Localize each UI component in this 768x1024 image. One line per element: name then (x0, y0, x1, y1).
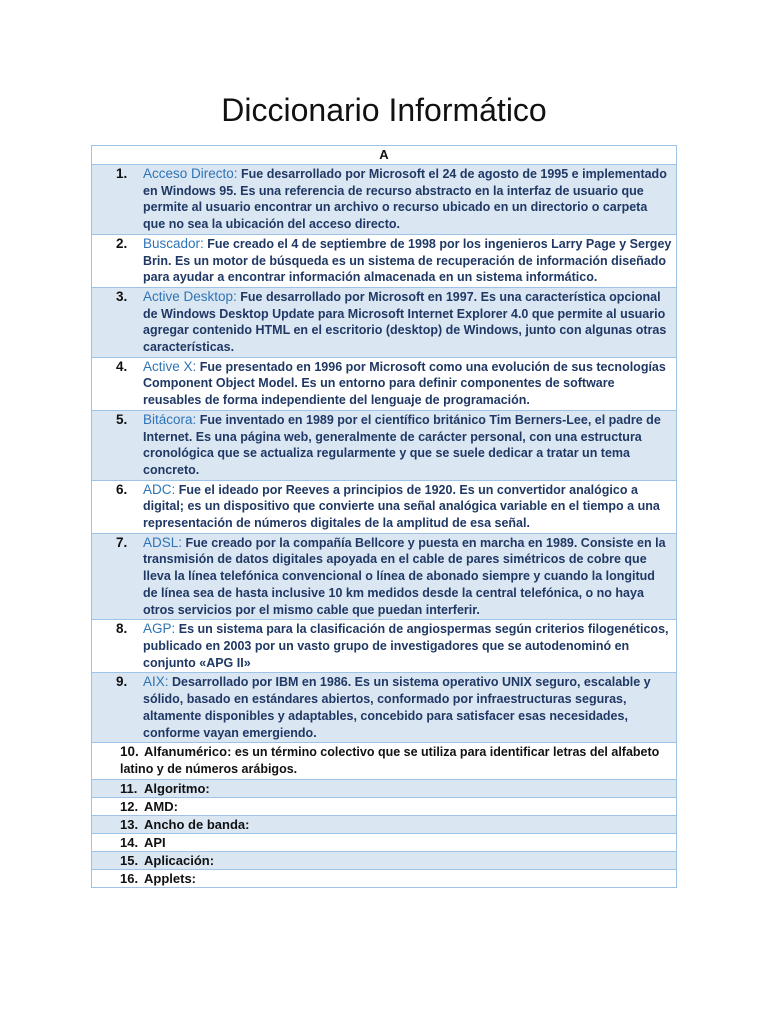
entry-number: 12. (120, 798, 139, 814)
entry-definition: Fue desarrollado por Microsoft el 24 de agosto de 1995 e implementado en Windows 95. Es una referencia de recurso abstracto en la interfaz de usuario que permite al usuario encontrar un archivo o recurso ubicado en un directorio o carpeta que no sea la ubicación del acceso directo. (143, 167, 667, 232)
dictionary-entry (92, 816, 676, 833)
dictionary-entry (92, 743, 676, 778)
entry-term: AMD: (144, 798, 178, 814)
table-row (92, 410, 677, 480)
entry-term: API (144, 834, 166, 850)
table-row (92, 851, 677, 869)
entry-number: 8. (116, 621, 128, 637)
entry-number: 7. (116, 534, 128, 550)
dictionary-entry (92, 834, 676, 851)
entry-definition: es un término colectivo que se utiliza para identificar letras del alfabeto latino y de números arábigos. (120, 745, 660, 776)
entry-term: Ancho de banda: (144, 816, 250, 832)
dictionary-entry (92, 481, 676, 533)
dictionary-table (91, 145, 677, 888)
entry-term: Active Desktop: (143, 288, 237, 304)
entry-term: ADC: (143, 481, 176, 497)
table-row (92, 743, 677, 779)
dictionary-entry (92, 358, 676, 410)
entry-term: AIX: (143, 674, 169, 690)
dictionary-entry (92, 534, 676, 620)
table-row (92, 480, 677, 533)
entry-term: Aplicación: (144, 852, 215, 868)
entry-term: Applets: (144, 870, 196, 886)
entry-number: 15. (120, 852, 139, 868)
table-row (92, 287, 677, 357)
table-row (92, 620, 677, 673)
entry-definition: Fue presentado en 1996 por Microsoft como una evolución de sus tecnologías Component Object Model. Es un entorno para definir componentes de software reusables de forma independiente del lenguaje de programación. (143, 359, 666, 408)
dictionary-entry (92, 780, 676, 797)
entry-number: 3. (116, 288, 128, 304)
table-row (92, 234, 677, 287)
entry-number: 9. (116, 674, 128, 690)
table-row (92, 673, 677, 743)
entry-number: 14. (120, 834, 139, 850)
dictionary-entry (92, 852, 676, 869)
dictionary-entry (92, 235, 676, 287)
table-row (92, 815, 677, 833)
table-row (92, 833, 677, 851)
dictionary-entry (92, 411, 676, 480)
entry-definition: Es un sistema para la clasificación de angiospermas según criterios filogenéticos, publicado en 2003 por un vasto grupo de investigadores que se autodenominó en conjunto «APG II» (143, 622, 669, 670)
entry-number: 13. (120, 816, 139, 832)
entry-definition: Fue el ideado por Reeves a principios de 1920. Es un convertidor analógico a digital; es un dispositivo que convierte una señal analógica variable en el tiempo a una representación de números digitales de la amplitud de esa señal. (143, 482, 660, 531)
entry-number: 11. (120, 780, 138, 796)
dictionary-entry (92, 673, 676, 742)
entry-term: Acceso Directo: (143, 166, 238, 181)
dictionary-entry (92, 165, 676, 234)
entry-definition: Fue inventado en 1989 por el científico británico Tim Berners-Lee, el padre de Internet. Es una página web, generalmente de carácter personal, con una estructura cronológica que se actualiza regularmente y que se suele dedicar a tratar un tema concreto. (143, 412, 661, 477)
entry-number: 2. (116, 235, 128, 251)
entry-number: 6. (116, 481, 128, 497)
entry-term: AGP: (143, 621, 176, 637)
entry-term: Bitácora: (143, 411, 197, 427)
entry-number: 4. (116, 358, 128, 374)
dictionary-entry (92, 620, 676, 672)
entry-term: Algoritmo: (144, 780, 210, 796)
entry-term: ADSL: (143, 534, 183, 550)
entry-term: Buscador: (143, 235, 204, 251)
page-title: Diccionario Informático (221, 92, 547, 128)
table-row (92, 779, 677, 797)
entry-definition: Desarrollado por IBM en 1986. Es un sistema operativo UNIX seguro, escalable y sólido, basado en estándares abiertos, conformado por infraestructuras seguras, altamente disponibles y adaptables, concebido para satisfacer esas necesidades, conforme vayan emergiendo. (143, 675, 651, 740)
dictionary-entry (92, 288, 676, 357)
entry-number: 10. (120, 744, 139, 760)
entry-term: Alfanumérico: (144, 744, 232, 760)
entry-definition: Fue creado el 4 de septiembre de 1998 por los ingenieros Larry Page y Sergey Brin. Es un motor de búsqueda es un sistema de recuperación de información diseñado para ayudar a encontrar información almacenada en un sistema informático. (143, 236, 672, 285)
table-row (92, 357, 677, 410)
dictionary-entry (92, 798, 676, 815)
entry-definition: Fue creado por la compañía Bellcore y puesta en marcha en 1989. Consiste en la transmisión de datos digitales apoyada en el cable de pares simétricos de cobre que lleva la línea telefónica convencional o línea de abonado siempre y cuando la longitud de línea sea de hasta inclusive 10 km medidos desde la central telefónica, o no haya otros servicios por el mismo cable que puedan interferir. (143, 535, 666, 617)
table-row (92, 165, 677, 235)
entry-term: Active X: (143, 358, 197, 374)
table-row (92, 533, 677, 620)
entry-number: 5. (116, 411, 128, 427)
entry-definition: Fue desarrollado por Microsoft en 1997. Es una característica opcional de Windows Desktop Update para Microsoft Internet Explorer 4.0 que permite al usuario agregar contenido HTML en el escritorio (desktop) de Windows, junto con algunas otras características. (143, 289, 667, 355)
table-row (92, 869, 677, 887)
entry-number: 1. (116, 166, 128, 181)
table-row (92, 797, 677, 815)
section-header-row (92, 146, 677, 165)
dictionary-entry (92, 870, 676, 887)
entry-number: 16. (120, 870, 139, 886)
section-letter: A (92, 146, 677, 165)
